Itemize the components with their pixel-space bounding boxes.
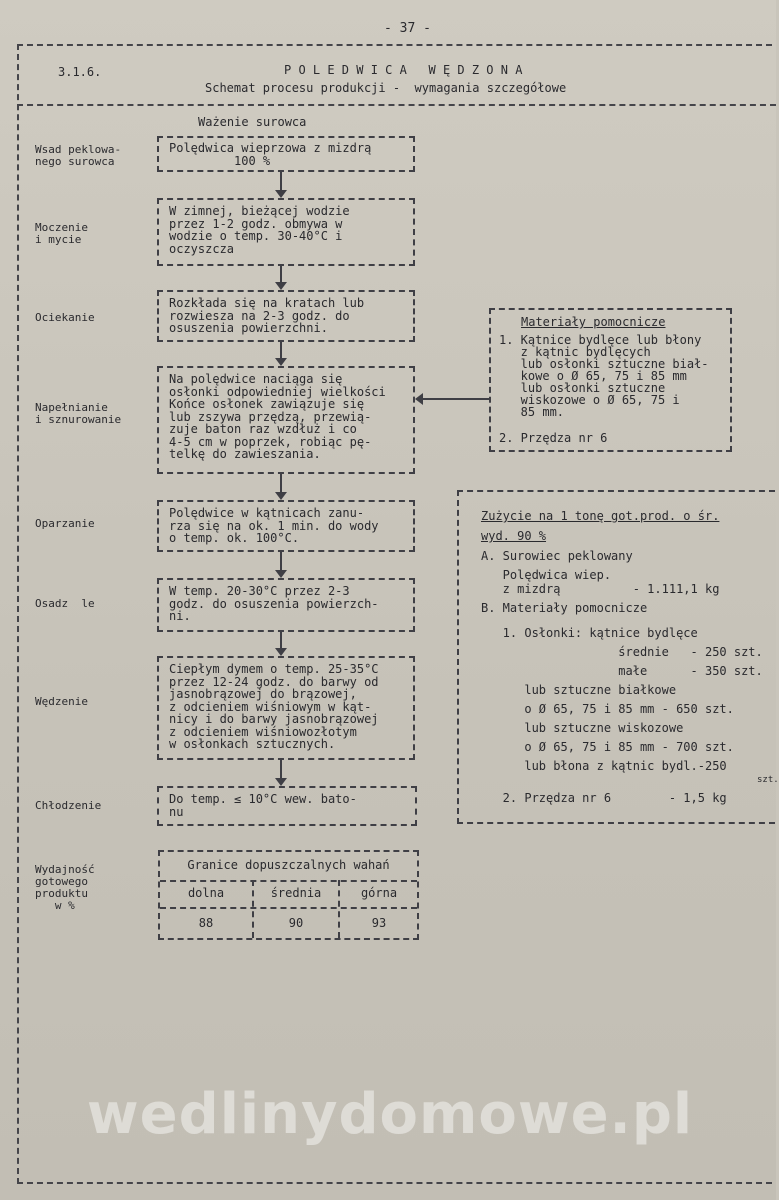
- step-label-6: Osadz le: [35, 597, 95, 610]
- header-divider: [17, 104, 776, 106]
- yield-table: [158, 850, 419, 940]
- yield-col-min: dolna: [187, 886, 225, 900]
- aux-materials-box: [489, 308, 732, 452]
- yield-label: Wydajność gotowego produktu w %: [35, 863, 95, 912]
- flow-arrow-3: [280, 342, 282, 364]
- step-box-6: [157, 578, 415, 632]
- step-text-4: Na polędwice naciąga się osłonki odpowiedniej wielkości Końce osłonek zawiązuje się lub zszywa przędzą, przewią- zuje baton raz wzdłuż i co 4-5 cm w poprzek, robiąc pę- telkę do zawieszania.: [169, 372, 386, 461]
- consumption-b-label: B. Materiały pomocnicze: [481, 601, 648, 615]
- yield-table-header: Granice dopuszczalnych wahań: [187, 858, 390, 872]
- yield-table-columns-row: [160, 880, 417, 909]
- step-label-5: Oparzanie: [35, 517, 95, 530]
- step-label-3: Ociekanie: [35, 311, 95, 324]
- step-label-4: Napełnianie i sznurowanie: [35, 401, 122, 426]
- aux-to-step-arrow: [417, 398, 489, 400]
- step-label-1: Wsad peklowa- nego surowca: [35, 143, 122, 168]
- watermark: wedlinydomowe.pl: [86, 1082, 694, 1147]
- flow-arrow-6: [280, 632, 282, 654]
- step-label-8: Chłodzenie: [35, 799, 102, 812]
- step-box-2: [157, 198, 415, 266]
- consumption-a-item: Polędwica wiep. z mizdrą - 1.111,1 kg: [502, 568, 720, 596]
- yield-val-avg: 90: [288, 916, 304, 930]
- step-label-2: Moczenie i mycie: [35, 221, 88, 246]
- step-box-4: [157, 366, 415, 474]
- yield-table-header-row: [160, 852, 417, 882]
- consumption-b-unit: szt.: [757, 775, 779, 785]
- yield-col-avg: średnia: [270, 886, 322, 900]
- step-text-1: Polędwica wieprzowa z mizdrą 100 %: [169, 141, 372, 168]
- step-text-7: Ciepłym dymem o temp. 25-35°C przez 12-24 godz. do barwy od jasnobrązowej do brązowej, z odcieniem wiśniowym w kąt- nicy i do barwy jasnobrązowej z odcieniem wiśniowozłotym w osłonkach sztucznych.: [169, 662, 379, 751]
- consumption-b-item-2: 2. Przędza nr 6 - 1,5 kg: [481, 791, 727, 805]
- yield-table-divider-2: [338, 880, 340, 938]
- consumption-title-2: wyd. 90 %: [481, 529, 547, 543]
- aux-materials-item-2: 2. Przędza nr 6: [499, 431, 608, 445]
- aux-materials-title: Materiały pomocnicze: [521, 315, 666, 329]
- step-text-8: Do temp. ≤ 10°C wew. bato- nu: [169, 792, 357, 819]
- consumption-a-label: A. Surowiec peklowany: [481, 549, 633, 563]
- flow-arrow-5: [280, 552, 282, 576]
- step-box-3: [157, 290, 415, 342]
- consumption-b-item-1: 1. Osłonki: kątnice bydlęce średnie - 250 szt. małe - 350 szt. lub sztuczne białkowe o Ø 65, 75 i 85 mm - 650 szt. lub sztuczne wiskozowe o Ø 65, 75 i 85 mm - 700 szt. lub błona z kątnic bydl.-250: [502, 626, 763, 773]
- section-number: 3.1.6.: [58, 65, 102, 79]
- document-title: P O L E D W I C A W Ę D Z O N A: [284, 63, 523, 77]
- step-text-3: Rozkłada się na kratach lub rozwiesza na 2-3 godz. do osuszenia powierzchni.: [169, 296, 365, 335]
- top-label: Ważenie surowca: [198, 115, 307, 129]
- step-text-6: W temp. 20-30°C przez 2-3 godz. do osuszenia powierzch- ni.: [169, 584, 379, 623]
- flow-arrow-7: [280, 760, 282, 784]
- step-label-7: Wędzenie: [35, 695, 88, 708]
- yield-table-divider-1: [252, 880, 254, 938]
- aux-materials-item-1: 1. Kątnice bydlęce lub błony z kątnic bydlęcych lub osłonki sztuczne biał- kowe o Ø 65, 75 i 85 mm lub osłonki sztuczne wiskozowe o Ø 65, 75 i 85 mm.: [499, 333, 709, 419]
- flow-arrow-2: [280, 266, 282, 288]
- step-box-8: [157, 786, 417, 826]
- consumption-title-1: Zużycie na 1 tonę got.prod. o śr.: [481, 509, 720, 523]
- step-text-5: Polędwice w kątnicach zanu- rza się na ok. 1 min. do wody o temp. ok. 100°C.: [169, 506, 379, 545]
- flow-arrow-1: [280, 172, 282, 196]
- yield-val-max: 93: [371, 916, 387, 930]
- flow-arrow-4: [280, 474, 282, 498]
- yield-val-min: 88: [198, 916, 214, 930]
- step-box-7: [157, 656, 415, 760]
- step-text-2: W zimnej, bieżącej wodzie przez 1-2 godz. obmywa w wodzie o temp. 30-40°C i oczyszcza: [169, 204, 350, 256]
- step-box-5: [157, 500, 415, 552]
- consumption-box: [457, 490, 779, 824]
- document-subtitle: Schemat procesu produkcji - wymagania szczegółowe: [205, 81, 567, 95]
- step-box-1: [157, 136, 415, 172]
- yield-col-max: górna: [360, 886, 398, 900]
- page-number: - 37 -: [384, 21, 431, 36]
